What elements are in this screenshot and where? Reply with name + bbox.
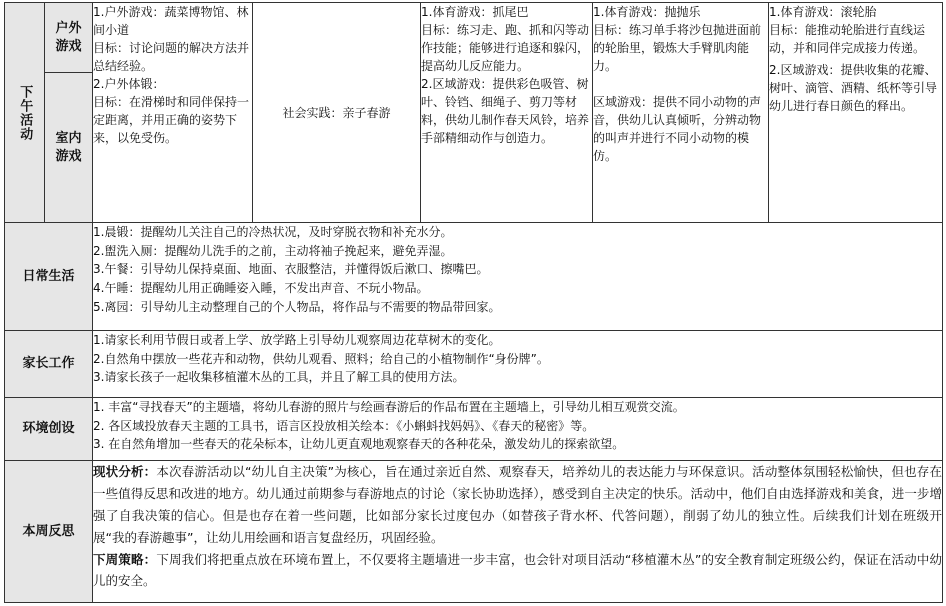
outdoor-games-label: 户外游戏 xyxy=(55,20,82,54)
afternoon-activities-label-cell xyxy=(5,3,45,223)
daily-life-item: 3.午餐：引导幼儿保持桌面、地面、衣服整洁，并懂得饭后漱口、擦嘴巴。 xyxy=(93,262,489,277)
parent-work-item: 3.请家长孩子一起收集移植灌木丛的工具，并且了解工具的使用方法。 xyxy=(93,370,465,385)
day5-area-game: 2.区域游戏：提供收集的花瓣、树叶、滴管、酒精、纸杯等引导幼儿进行春日颜色的释出。 xyxy=(769,63,938,113)
outdoor-games-label-cell xyxy=(45,3,93,73)
day3-area-game: 2.区域游戏：提供彩色吸管、树叶、铃铛、细绳子、剪刀等材料，供幼儿制作春天风铃，培养手部精细动作与创造力。 xyxy=(421,77,590,145)
day5-pe-goal: 目标：能推动轮胎进行直线运动，并和同伴完成接力传递。 xyxy=(769,23,926,55)
analysis-label: 现状分析： xyxy=(93,464,157,479)
day1-outdoor-goal: 目标：讨论问题的解决方法并总结经验。 xyxy=(93,41,250,73)
environment-item: 3. 在自然角增加一些春天的花朵标本，让幼儿更直观地观察春天的各种花朵，激发幼儿的探索欲望。 xyxy=(93,437,625,452)
analysis-text: 本次春游活动以“幼儿自主决策”为核心，旨在通过亲近自然、观察春天，培养幼儿的表达能力与环保意识。活动整体氛围轻松愉快，但也存在一些值得反思和改进的地方。幼儿通过前期参与春游地点的讨论（家长协助选择），感受到自主决定的快乐。活动中，他们自由选择游戏和美食，进一步增强了自我决策的信心。但是也存在着一些问题，比如部分家长过度包办（如替孩子背水杯、代答问题），削弱了幼儿的独立性。后续我们计划在班级开展“我的春游趣事”，让幼儿用绘画和语言复盘经历，巩固经验。 xyxy=(93,464,942,545)
day4-pe-game: 1.体育游戏：抛抛乐 xyxy=(593,5,701,19)
strategy-label: 下周策略： xyxy=(93,551,157,567)
day4-activities xyxy=(593,3,769,223)
environment-row xyxy=(5,398,943,461)
parent-work-row xyxy=(5,331,943,398)
parent-work-content xyxy=(93,331,943,398)
daily-life-row xyxy=(5,223,943,331)
reflection-content xyxy=(93,461,943,603)
day1-activities xyxy=(93,3,253,223)
daily-life-item: 1.晨锻：提醒幼儿关注自己的冷热状况，及时穿脱衣物和补充水分。 xyxy=(93,225,453,239)
daily-life-item: 2.盥洗入厕：提醒幼儿洗手的之前，主动将袖子挽起来，避免弄湿。 xyxy=(93,243,453,258)
environment-label: 环境创设 xyxy=(5,398,93,461)
day4-pe-goal: 目标：练习单手将沙包抛进面前的轮胎里，锻炼大手臂肌肉能力。 xyxy=(593,23,762,73)
indoor-games-label: 室内游戏 xyxy=(55,130,82,164)
afternoon-activities-label: 下午活动 xyxy=(17,84,33,141)
day3-pe-goal: 目标：练习走、跑、抓和闪等动作技能；能够进行追逐和躲闪，提高幼儿反应能力。 xyxy=(421,23,590,73)
day2-activities xyxy=(253,3,421,223)
daily-life-label: 日常生活 xyxy=(5,223,93,331)
reflection-label: 本周反思 xyxy=(5,461,93,603)
daily-life-content xyxy=(93,223,943,331)
environment-content xyxy=(93,398,943,461)
day3-activities xyxy=(421,3,593,223)
strategy-text: 下周我们将把重点放在环境布置上，不仅要将主题墙进一步丰富，也会针对项目活动“移植灌木丛”的安全教育制定班级公约，保证在活动中幼儿的安全。 xyxy=(93,551,942,589)
day4-area-game: 区域游戏：提供不同小动物的声音，供幼儿认真倾听，分辨动物的叫声并进行不同小动物的模仿。 xyxy=(593,95,762,163)
parent-work-label: 家长工作 xyxy=(5,331,93,398)
day2-social-practice: 社会实践：亲子春游 xyxy=(282,106,391,120)
reflection-analysis xyxy=(93,461,942,549)
outdoor-games-row xyxy=(5,3,943,73)
day5-activities xyxy=(769,3,943,223)
day1-exercise: 2.户外体锻： xyxy=(93,77,165,91)
parent-work-item: 1.请家长利用节假日或者上学、放学路上引导幼儿观察周边花草树木的变化。 xyxy=(93,333,501,347)
reflection-row xyxy=(5,461,943,603)
day5-pe-game: 1.体育游戏：滚轮胎 xyxy=(769,5,877,19)
reflection-strategy xyxy=(93,549,942,593)
environment-item: 2. 各区域投放春天主题的工具书，语言区投放相关绘本：《小蝌蚪找妈妈》、《春天的秘密》等。 xyxy=(93,418,595,433)
environment-item: 1. 丰富“寻找春天”的主题墙，将幼儿春游的照片与绘画春游后的作品布置在主题墙上，引导幼儿相互观赏交流。 xyxy=(93,400,685,414)
day1-exercise-goal: 目标：在滑梯时和同伴保持一定距离，并用正确的姿势下来，以免受伤。 xyxy=(93,95,250,145)
weekly-plan-table xyxy=(4,2,943,603)
day3-pe-game: 1.体育游戏：抓尾巴 xyxy=(421,5,529,19)
day1-outdoor-game: 1.户外游戏：蔬菜博物馆、林间小道 xyxy=(93,5,249,37)
daily-life-item: 5.离园：引导幼儿主动整理自己的个人物品，将作品与不需要的物品带回家。 xyxy=(93,299,501,314)
parent-work-item: 2.自然角中摆放一些花卉和动物，供幼儿观看、照料；给自己的小植物制作“身份牌”。 xyxy=(93,351,549,366)
daily-life-item: 4.午睡：提醒幼儿用正确睡姿入睡，不发出声音、不玩小物品。 xyxy=(93,281,429,296)
indoor-games-label-cell xyxy=(45,73,93,223)
